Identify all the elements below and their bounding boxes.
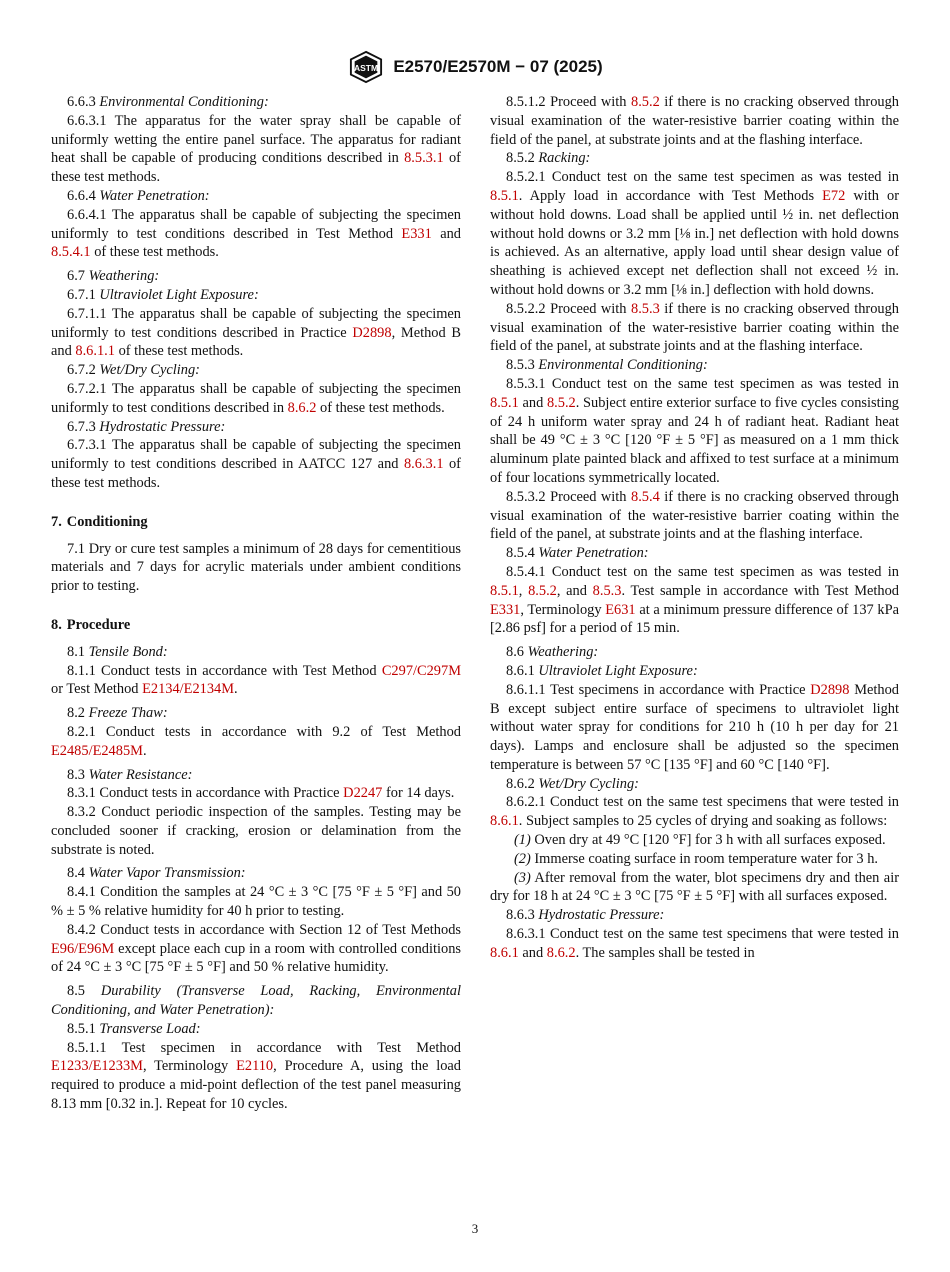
heading-8-5-3: 8.5.3 Environmental Conditioning:	[506, 357, 708, 374]
page-header	[0, 50, 950, 84]
link-8-6-1-1[interactable]: 8.6.1.1	[75, 343, 115, 360]
link-8-6-1[interactable]: 8.6.1	[490, 813, 519, 830]
link-8-6-2[interactable]: 8.6.2	[546, 944, 576, 961]
left-column	[51, 93, 461, 1114]
heading-6-7-3: 6.7.3 Hydrostatic Pressure:	[67, 418, 226, 435]
link-8-5-4-1[interactable]: 8.5.4.1	[51, 244, 91, 261]
heading-8-5-4: 8.5.4 Water Penetration:	[506, 545, 649, 562]
heading-8-5-1: 8.5.1 Transverse Load:	[67, 1020, 201, 1037]
link-e72[interactable]: E72	[822, 187, 846, 204]
link-d2247[interactable]: D2247	[343, 785, 383, 802]
heading-8-5: 8.5 Durability (Transverse Load, Racking, Environmental Conditioning, and Water Penetration):	[51, 983, 462, 1019]
paragraph-8-5-2-1: 8.5.2.1 Conduct test on the same test specimen as was tested in 8.5.1. Apply load in accordance with Test Methods E72 with or without hold downs. Load shall be applied until ½ in. net deflection without hold downs or 3.2 mm [⅛ in.] net deflection with hold downs is achieved. As an alternative, apply load until shear design value of sheathing is achieved except net deflection shall not exceed ½ in. without hold downs or 3.2 mm [⅛ in.] deflection with hold downs.	[490, 169, 899, 298]
link-e2134[interactable]: E2134/E2134M	[142, 681, 235, 698]
link-8-6-2[interactable]: 8.6.2	[287, 399, 317, 416]
paragraph-8-5-1-2: 8.5.1.2 Proceed with 8.5.2 if there is no cracking observed through visual examination of the water-resistive barrier coating within the field of the panel, at substrate joints and at the flashing interface.	[490, 94, 899, 148]
link-8-6-1[interactable]: 8.6.1	[490, 944, 519, 961]
link-e331[interactable]: E331	[490, 601, 521, 618]
section-8-heading: 8. Procedure	[51, 616, 131, 633]
heading-8-6-1: 8.6.1 Ultraviolet Light Exposure:	[506, 662, 698, 679]
right-column	[490, 93, 899, 963]
astm-logo-text: ASTM	[354, 62, 379, 73]
paragraph-6-7-2-1: 6.7.2.1 The apparatus shall be capable of subjecting the specimen uniformly to test conditions described in 8.6.2 of these test methods.	[51, 380, 461, 416]
link-8-5-3-1[interactable]: 8.5.3.1	[404, 150, 444, 167]
link-8-5-1[interactable]: 8.5.1	[490, 582, 519, 599]
link-d2898[interactable]: D2898	[352, 324, 392, 341]
heading-8-3: 8.3 Water Resistance:	[67, 766, 193, 783]
link-e631[interactable]: E631	[605, 601, 636, 618]
heading-8-2: 8.2 Freeze Thaw:	[67, 705, 168, 722]
page-number: 3	[471, 1221, 479, 1236]
paragraph-8-6-3-1: 8.6.3.1 Conduct test on the same test specimens that were tested in 8.6.1 and 8.6.2. The samples shall be tested in	[490, 926, 899, 961]
heading-8-6-2: 8.6.2 Wet/Dry Cycling:	[506, 775, 639, 792]
heading-6-7: 6.7 Weathering:	[67, 268, 160, 285]
paragraph-8-6-1-1: 8.6.1.1 Test specimens in accordance with Practice D2898 Method B except subject entire surface of specimens to ultraviolet light without water spray for conditions for 210 h (10 h per day for 21 days). Lamps and enclosure shall be adjusted so the specimen temperature is between 57 °C [135 °F] and 60 °C [140 °F].	[490, 681, 899, 773]
heading-6-7-1: 6.7.1 Ultraviolet Light Exposure:	[67, 286, 259, 303]
section-7-heading: 7. Conditioning	[51, 513, 148, 530]
paragraph-8-4-2: 8.4.2 Conduct tests in accordance with Section 12 of Test Methods E96/E96M except place each cup in a room with controlled conditions of 24 °C ± 3 °C [75 °F ± 5 °F] and 50 % relative humidity.	[51, 921, 461, 976]
heading-8-4: 8.4 Water Vapor Transmission:	[67, 865, 246, 882]
link-e96[interactable]: E96/E96M	[51, 940, 115, 957]
heading-8-1: 8.1 Tensile Bond:	[67, 643, 168, 660]
paragraph-6-6-3-1: 6.6.3.1 The apparatus for the water spray shall be capable of uniformly wetting the entire panel surface. The apparatus for radiant heat shall be capable of producing conditions described in 8.5.3.1 of these test methods.	[51, 112, 461, 186]
link-d2898[interactable]: D2898	[810, 681, 850, 698]
link-8-5-4[interactable]: 8.5.4	[631, 488, 660, 505]
paragraph-8-3-1: 8.3.1 Conduct tests in accordance with Practice D2247 for 14 days.	[67, 785, 455, 802]
paragraph-8-6-2-1: 8.6.2.1 Conduct test on the same test specimens that were tested in 8.6.1. Subject samples to 25 cycles of drying and soaking as follows:	[490, 794, 899, 830]
paragraph-8-5-3-1: 8.5.3.1 Conduct test on the same test specimen as was tested in 8.5.1 and 8.5.2. Subject entire exterior surface to five cycles consisting of 24 h uniform water spray and 24 h of radiant heat. Radiant heat shall be 49 °C ± 3 °C [120 °F ± 5 °F] as measured on a 1 mm thick aluminum plate painted black and affixed to test surface at a minimum of four locations symmetrically located.	[490, 375, 899, 486]
list-item-2: (2) Immerse coating surface in room temperature water for 3 h.	[514, 850, 879, 867]
link-c297[interactable]: C297/C297M	[381, 662, 461, 679]
link-e2110[interactable]: E2110	[236, 1058, 274, 1075]
link-e1233[interactable]: E1233/E1233M	[51, 1058, 143, 1075]
paragraph-8-5-1-1: 8.5.1.1 Test specimen in accordance with Test Method E1233/E1233M, Terminology E2110, Procedure A, using the load required to produce a mid-point deflection of the test panel measuring 8.13 mm [0.32 in.]. Repeat for 10 cycles.	[51, 1039, 461, 1113]
link-8-6-3-1[interactable]: 8.6.3.1	[403, 456, 444, 473]
link-8-5-3[interactable]: 8.5.3	[592, 582, 622, 599]
list-item-3: (3) After removal from the water, blot specimens dry and then air dry for 18 h at 24 °C ± 3 °C [75 °F ± 5 °F] with all surfaces exposed.	[490, 869, 899, 905]
list-item-1: (1) Oven dry at 49 °C [120 °F] for 3 h with all surfaces exposed.	[514, 832, 886, 849]
paragraph-6-7-3-1: 6.7.3.1 The apparatus shall be capable of subjecting the specimen uniformly to test conditions described in AATCC 127 and 8.6.3.1 of these test methods.	[51, 437, 461, 491]
link-8-5-2[interactable]: 8.5.2	[546, 394, 576, 411]
link-8-5-1[interactable]: 8.5.1	[490, 187, 519, 204]
paragraph-8-5-4-1: 8.5.4.1 Conduct test on the same test specimen as was tested in 8.5.1, 8.5.2, and 8.5.3. Test sample in accordance with Test Method E331, Terminology E631 at a minimum pressure difference of 137 kPa [2.86 psf] for a period of 15 min.	[490, 563, 899, 637]
heading-6-6-3: 6.6.3 Environmental Conditioning:	[67, 94, 269, 110]
link-8-5-2[interactable]: 8.5.2	[528, 582, 557, 599]
paragraph-8-3-2: 8.3.2 Conduct periodic inspection of the samples. Testing may be concluded sooner if cracking, erosion or delamination from the substrate is noted.	[51, 804, 461, 858]
link-8-5-2[interactable]: 8.5.2	[631, 94, 660, 110]
link-e2485[interactable]: E2485/E2485M	[51, 742, 143, 759]
paragraph-8-5-2-2: 8.5.2.2 Proceed with 8.5.3 if there is no cracking observed through visual examination of the water-resistive barrier coating within the field of the panel, at substrate joints and at the flashing interface.	[490, 300, 899, 355]
astm-logo-icon	[347, 50, 385, 84]
document-designation: E2570/E2570M − 07 (2025)	[393, 57, 603, 76]
heading-6-7-2: 6.7.2 Wet/Dry Cycling:	[67, 362, 200, 379]
heading-8-6: 8.6 Weathering:	[506, 644, 599, 661]
paragraph-8-5-3-2: 8.5.3.2 Proceed with 8.5.4 if there is no cracking observed through visual examination of the water-resistive barrier coating within the field of the panel, at substrate joints and at the flashing interface.	[490, 488, 899, 543]
heading-6-6-4: 6.6.4 Water Penetration:	[67, 187, 210, 204]
paragraph-6-6-4-1: 6.6.4.1 The apparatus shall be capable of subjecting the specimen uniformly to test conditions described in Test Method E331 and 8.5.4.1 of these test methods.	[51, 206, 461, 261]
paragraph-8-1-1: 8.1.1 Conduct tests in accordance with Test Method C297/C297M or Test Method E2134/E2134M.	[51, 662, 461, 698]
paragraph-8-4-1: 8.4.1 Condition the samples at 24 °C ± 3 °C [75 °F ± 5 °F] and 50 % ± 5 % relative humidity for 40 h prior to testing.	[51, 884, 461, 920]
heading-8-5-2: 8.5.2 Racking:	[506, 150, 591, 167]
link-8-5-1[interactable]: 8.5.1	[490, 394, 519, 411]
heading-8-6-3: 8.6.3 Hydrostatic Pressure:	[506, 907, 665, 924]
link-e331[interactable]: E331	[401, 225, 432, 242]
link-8-5-3[interactable]: 8.5.3	[631, 300, 660, 317]
paragraph-8-2-1: 8.2.1 Conduct tests in accordance with 9.2 of Test Method E2485/E2485M.	[51, 723, 461, 759]
paragraph-6-7-1-1: 6.7.1.1 The apparatus shall be capable of subjecting the specimen uniformly to test conditions described in Practice D2898, Method B and 8.6.1.1 of these test methods.	[51, 305, 461, 360]
paragraph-7-1: 7.1 Dry or cure test samples a minimum of 28 days for cementitious materials and 7 days for acrylic materials under ambient conditions prior to testing.	[51, 540, 461, 595]
